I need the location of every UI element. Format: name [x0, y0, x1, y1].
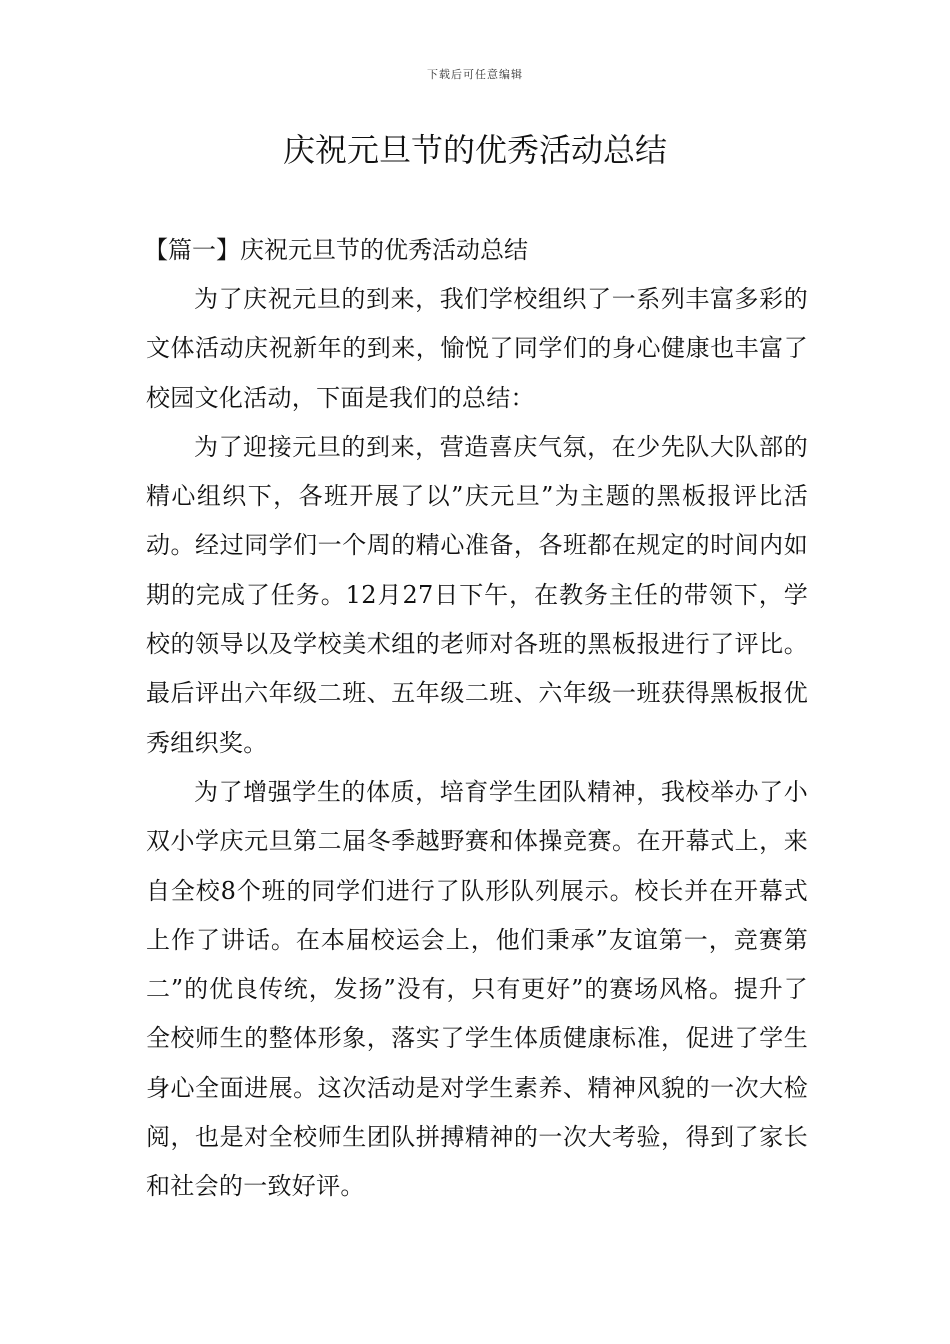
document-title: 庆祝元旦节的优秀活动总结 — [282, 131, 667, 169]
document-body — [146, 226, 808, 1212]
paragraph-intro: 为了庆祝元旦的到来，我们学校组织了一系列丰富多彩的文体活动庆祝新年的到来，愉悦了同学们的身心健康也丰富了校园文化活动，下面是我们的总结： — [146, 285, 808, 412]
paragraph-sports: 为了增强学生的体质，培育学生团队精神，我校举办了小双小学庆元旦第二届冬季越野赛和体操竞赛。在开幕式上，来自全校8个班的同学们进行了队形队列展示。校长并在开幕式上作了讲话。在本届校运会上，他们秉承”友谊第一，竞赛第二”的优良传统，发扬”没有，只有更好”的赛场风格。提升了全校师生的整体形象，落实了学生体质健康标准，促进了学生身心全面进展。这次活动是对学生素养、精神风貌的一次大检阅，也是对全校师生团队拼搏精神的一次大考验，得到了家长和社会的一致好评。 — [146, 777, 808, 1201]
section-heading: 【篇一】庆祝元旦节的优秀活动总结 — [144, 236, 528, 264]
paragraph-blackboard: 为了迎接元旦的到来，营造喜庆气氛，在少先队大队部的精心组织下，各班开展了以”庆元旦”为主题的黑板报评比活动。经过同学们一个周的精心准备，各班都在规定的时间内如期的完成了任务。12月27日下午，在教务主任的带领下，学校的领导以及学校美术组的老师对各班的黑板报进行了评比。最后评出六年级二班、五年级二班、六年级一班获得黑板报优秀组织奖。 — [146, 432, 808, 757]
header-note: 下载后可任意编辑 — [427, 68, 523, 81]
